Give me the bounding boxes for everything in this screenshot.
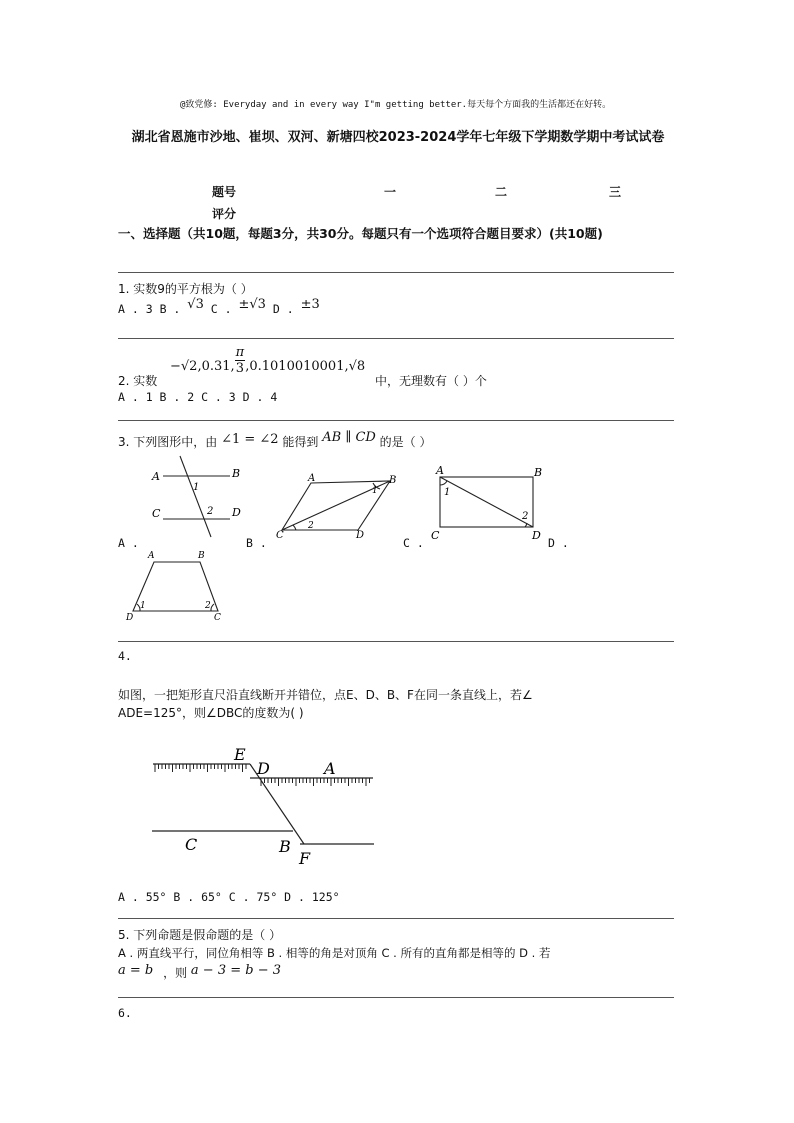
q1-options (118, 297, 320, 317)
q5-mid-text: ，则 (163, 966, 188, 980)
q3-d-label-2: 2 (205, 601, 211, 611)
paper-title: 湖北省恩施市沙地、崔坝、双河、新塘四校2023-2024学年七年级下学期数学期中考试试卷 (131, 130, 665, 145)
divider (118, 641, 674, 642)
q3-d-label-d: D (126, 613, 134, 623)
q4-label-d: D (257, 759, 270, 778)
q3-a-label-c: C (152, 507, 161, 520)
q3-b-label-b: B (389, 475, 397, 486)
q3-c-label-c: C (431, 529, 440, 542)
q3-c-label-1: 1 (444, 487, 451, 498)
q3-a-label-a: A (152, 470, 160, 483)
score-col-1: 一 (384, 185, 397, 199)
q2-numbers-part2: ,0.1010010001,√8 (245, 359, 366, 374)
q3-option-a: A . (118, 536, 139, 550)
q1-option-a: A . 3 (118, 302, 153, 316)
q3-option-b: B . (246, 536, 267, 550)
q2-fraction-num: π (235, 345, 245, 360)
q4-ticks-right (261, 778, 370, 786)
q3-a-label-1: 1 (193, 482, 200, 493)
q3-stem (118, 430, 432, 450)
q4-stem-line1: 如图，一把矩形直尺沿直线断开并错位，点E、D、B、F在同一条直线上，若∠ (118, 688, 533, 702)
q3-b-label-d: D (356, 530, 365, 541)
q3-option-c: C . (403, 536, 424, 550)
q3-d-label-1: 1 (140, 601, 146, 611)
q3-figure-a (163, 456, 230, 537)
score-col-3: 三 (609, 185, 622, 199)
q5-options-line2 (118, 964, 281, 981)
divider (118, 338, 674, 339)
q1-option-c-label: C . (210, 302, 232, 316)
q1-option-b-math: √3 (187, 297, 204, 312)
section-heading: 一、选择题（共10题，每题3分，共30分。每题只有一个选项符合题目要求）(共10题) (118, 226, 603, 241)
q1-option-d-label: D . (272, 302, 294, 316)
score-row-label-1: 题号 (212, 185, 237, 199)
q2-stem-prefix: 2. 实数 (118, 374, 158, 388)
q3-figure-c (440, 477, 533, 527)
q5-math-1: a = b (118, 963, 154, 978)
q3-stem-prefix: 3. 下列图形中，由 (118, 435, 218, 449)
q3-c-label-b: B (534, 466, 543, 479)
q5-options-line1: A . 两直线平行，同位角相等 B . 相等的角是对顶角 C . 所有的直角都是相等的 D . 若 (118, 946, 551, 960)
q3-stem-mid: 能得到 (282, 435, 319, 449)
q4-label-e: E (234, 745, 246, 764)
divider (118, 272, 674, 273)
q4-ticks-left (155, 764, 246, 772)
q1-option-c-math: ±√3 (238, 297, 266, 312)
q2-numbers (170, 345, 365, 376)
q3-b-label-a: A (308, 473, 316, 484)
q2-numbers-part1: −√2,0.31, (170, 359, 235, 374)
q4-label-f: F (299, 849, 311, 868)
q2-stem-suffix: 中，无理数有（ ）个 (375, 374, 487, 388)
q3-option-d: D . (548, 536, 569, 550)
q3-condition: ∠1 = ∠2 (221, 432, 279, 447)
q3-a-label-d: D (232, 506, 241, 519)
q3-result: AB ∥ CD (322, 430, 376, 445)
q3-c-label-a: A (436, 464, 444, 477)
divider (118, 420, 674, 421)
q3-d-label-a: A (148, 551, 155, 561)
q3-b-label-2: 2 (308, 521, 314, 531)
q4-stem-line2: ADE=125°，则∠DBC的度数为( ) (118, 706, 304, 720)
q4-number: 4. (118, 649, 132, 663)
divider (118, 918, 674, 919)
q4-label-b: B (279, 837, 291, 856)
q3-stem-suffix: 的是（ ） (379, 435, 432, 449)
q3-c-label-d: D (532, 529, 541, 542)
q6-number: 6. (118, 1006, 132, 1020)
q3-figures (118, 450, 678, 630)
q1-stem: 1. 实数9的平方根为（ ） (118, 282, 253, 296)
score-table (212, 183, 632, 223)
q2-fraction (235, 345, 246, 376)
score-row-label-2: 评分 (212, 207, 237, 221)
q3-a-label-2: 2 (207, 506, 214, 517)
q3-b-label-1: 1 (372, 486, 378, 496)
q5-math-2: a − 3 = b − 3 (190, 963, 281, 978)
motto-line: @致党修: Everyday and in every way I"m getting better.每天每个方面我的生活都还在好转。 (180, 100, 612, 110)
q4-label-a: A (324, 759, 336, 778)
q3-b-label-c: C (276, 530, 284, 541)
q4-label-c: C (185, 835, 198, 854)
q3-c-label-2: 2 (522, 511, 529, 522)
q2-options: A . 1 B . 2 C . 3 D . 4 (118, 390, 278, 404)
score-col-2: 二 (495, 185, 508, 199)
q3-d-label-b: B (198, 551, 205, 561)
divider (118, 997, 674, 998)
q1-option-d-math: ±3 (300, 297, 320, 312)
q2-fraction-den: 3 (235, 361, 245, 376)
q5-stem: 5. 下列命题是假命题的是（ ） (118, 928, 282, 942)
q3-d-label-c: C (214, 613, 221, 623)
q4-figure (148, 740, 388, 870)
q3-a-label-b: B (232, 467, 241, 480)
q1-option-b-label: B . (159, 302, 181, 316)
q4-options: A . 55° B . 65° C . 75° D . 125° (118, 890, 340, 904)
